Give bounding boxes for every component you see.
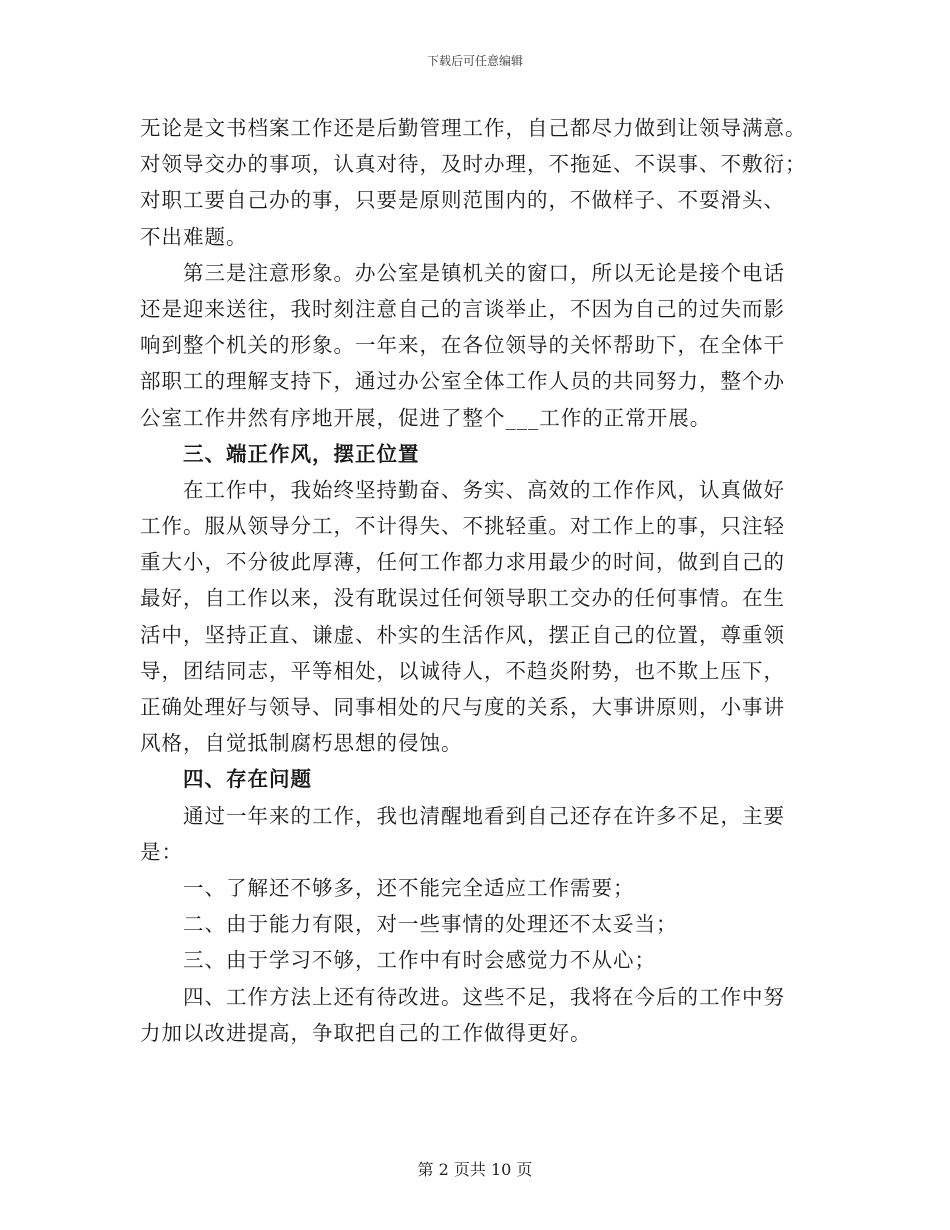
text-line: 一、了解还不够多，还不能完全适应工作需要；	[183, 875, 635, 900]
text-line: 公室工作井然有序地开展，促进了整个___工作的正常开展。	[140, 405, 712, 430]
document-body	[140, 110, 815, 1051]
text-line: 对领导交办的事项，认真对待，及时办理，不拖延、不误事、不敷衍；	[140, 152, 807, 177]
page-footer: 第 2 页共 10 页	[417, 1160, 533, 1179]
section-heading: 四、存在问题	[183, 767, 312, 792]
text-line: 二、由于能力有限，对一些事情的处理还不太妥当；	[183, 912, 678, 937]
text-line: 对职工要自己办的事，只要是原则范围内的，不做样子、不耍滑头、	[140, 188, 785, 213]
text-line: 在工作中，我始终坚持勤奋、务实、高效的工作作风，认真做好	[183, 477, 785, 502]
text-line: 重大小，不分彼此厚薄，任何工作都力求用最少的时间，做到自己的	[140, 550, 785, 575]
text-line: 正确处理好与领导、同事相处的尺与度的关系，大事讲原则，小事讲	[140, 695, 785, 719]
text-line: 第三是注意形象。办公室是镇机关的窗口，所以无论是接个电话	[183, 260, 785, 285]
page-header: 下载后可任意编辑	[426, 54, 523, 68]
text-line: 通过一年来的工作，我也清醒地看到自己还存在许多不足，主要	[183, 803, 785, 828]
text-line: 力加以改进提高，争取把自己的工作做得更好。	[140, 1020, 592, 1045]
text-line: 最好，自工作以来，没有耽误过任何领导职工交办的任何事情。在生	[140, 586, 785, 611]
text-line: 无论是文书档案工作还是后勤管理工作，自己都尽力做到让领导满意。	[140, 116, 807, 140]
text-line: 响到整个机关的形象。一年来，在各位领导的关怀帮助下，在全体干	[140, 333, 785, 358]
text-line: 还是迎来送往，我时刻注意自己的言谈举止，不因为自己的过失而影	[140, 296, 785, 321]
text-line: 导，团结同志，平等相处，以诚待人，不趋炎附势，也不欺上压下，	[140, 658, 785, 683]
text-line: 四、工作方法上还有待改进。这些不足，我将在今后的工作中努	[183, 984, 785, 1009]
text-line: 活中，坚持正直、谦虚、朴实的生活作风，摆正自己的位置，尊重领	[140, 622, 785, 647]
text-line: 部职工的理解支持下，通过办公室全体工作人员的共同努力，整个办	[140, 369, 785, 394]
text-line: 是：	[140, 839, 183, 864]
text-line: 不出难题。	[140, 224, 248, 249]
text-line: 风格，自觉抵制腐朽思想的侵蚀。	[140, 731, 463, 756]
text-line: 工作。服从领导分工，不计得失、不挑轻重。对工作上的事，只注轻	[140, 514, 785, 539]
section-heading: 三、端正作风，摆正位置	[183, 441, 420, 466]
text-line: 三、由于学习不够，工作中有时会感觉力不从心；	[183, 948, 656, 973]
